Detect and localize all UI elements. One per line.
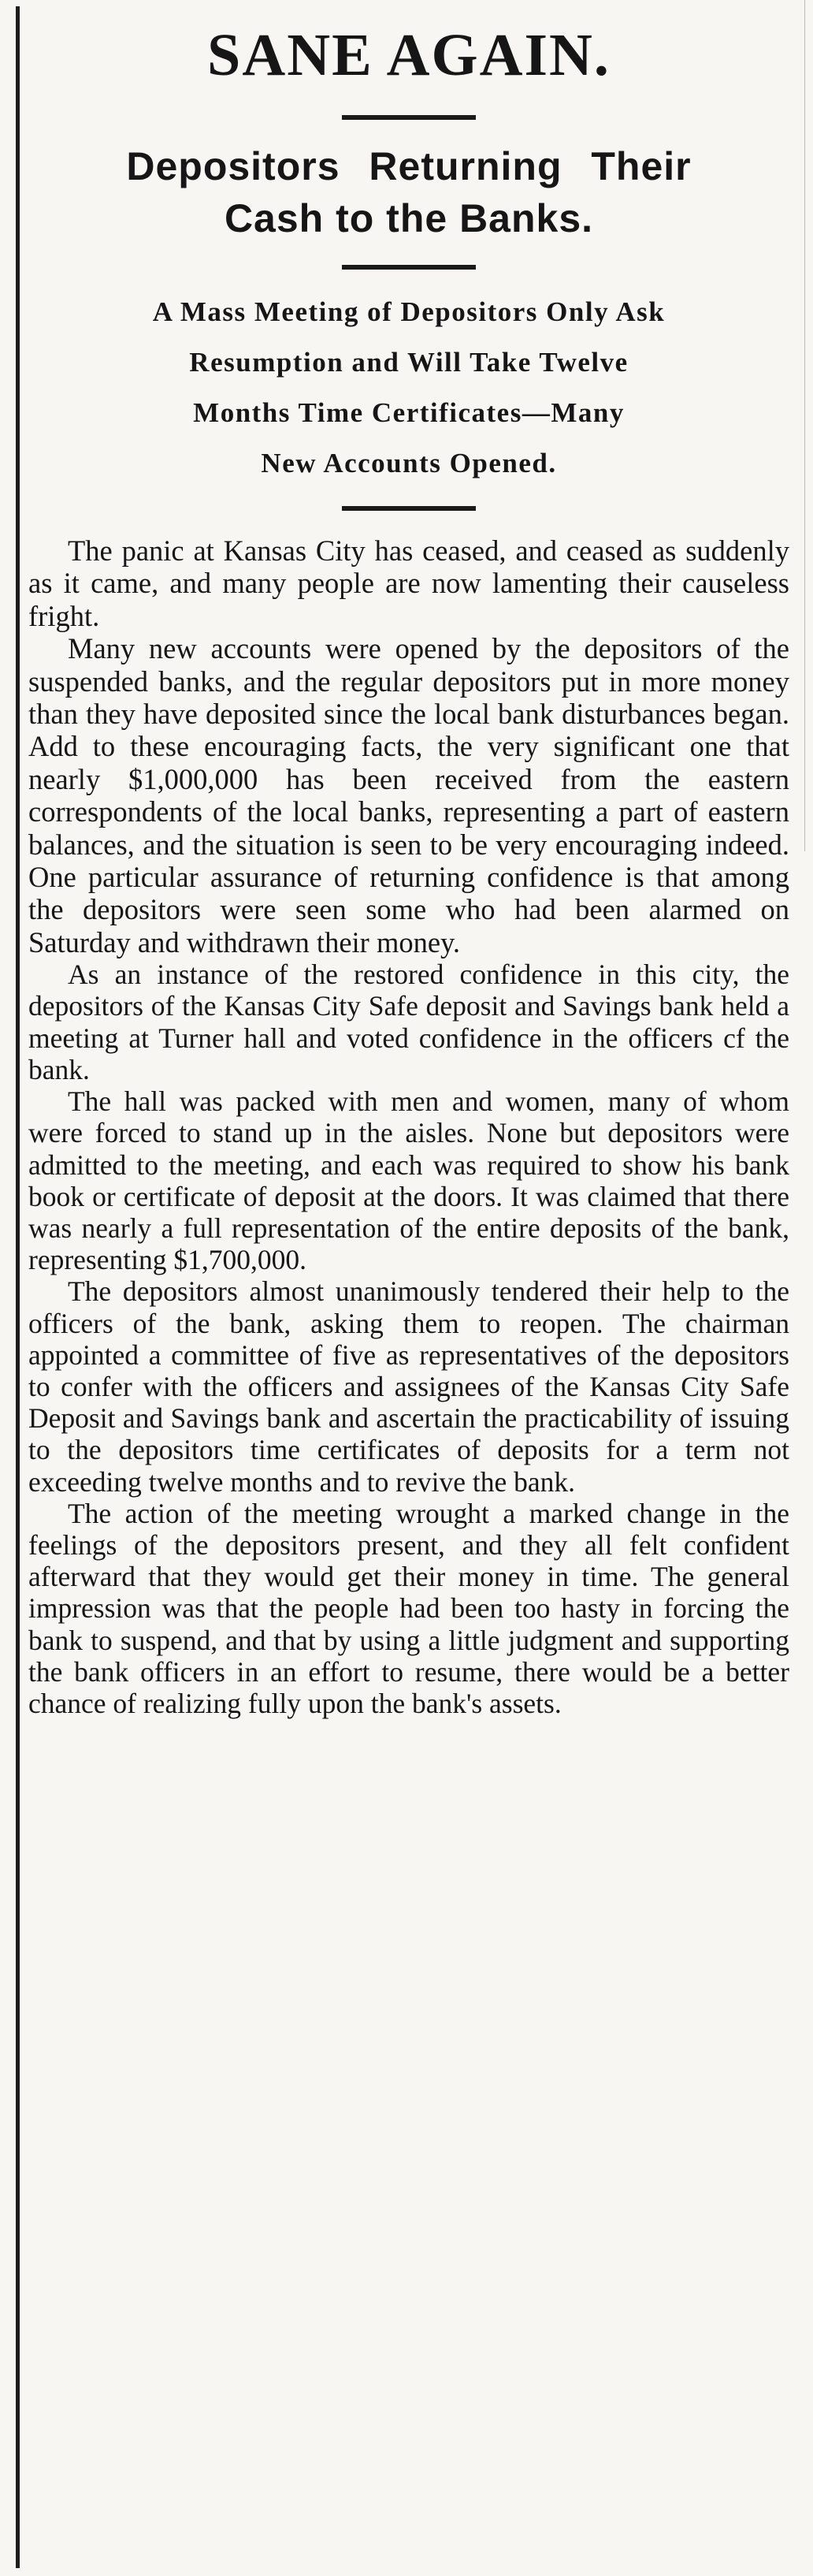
sub-deck-line: A Mass Meeting of Depositors Only Ask: [152, 296, 666, 327]
body-paragraph: The depositors almost unanimously tendered their help to the officers of the bank, asking them to reopen. The chairman appointed a committee of five as representatives of the depositors to confer with the officers and assignees of the Kansas City Safe Deposit and Savings bank and ascertain the practicability of issuing to the depositors time certificates of deposits for a term not exceeding twelve months and to revive the bank.: [28, 1275, 789, 1498]
sub-deck-line: Resumption and Will Take Twelve: [189, 347, 629, 378]
headline-divider: [342, 115, 476, 120]
article-body: [28, 534, 789, 1719]
sub-deck-line: New Accounts Opened.: [261, 448, 557, 478]
body-paragraph: The action of the meeting wrought a marked change in the feelings of the depositors present, and they all felt confident afterward that they would get their money in time. The general impression was that the people had been too hasty in forcing the bank to suspend, and that by using a little judgment and supporting the bank officers in an effort to resume, there would be a better chance of realizing fully upon the bank's assets.: [28, 1497, 789, 1719]
column-rule-right: [804, 0, 805, 851]
headline: SANE AGAIN.: [207, 22, 611, 88]
body-paragraph: The panic at Kansas City has ceased, and ceased as suddenly as it came, and many people are now lamenting their causeless fright.: [28, 534, 789, 632]
body-divider: [342, 506, 476, 511]
main-deck-line-1: Depositors Returning Their: [126, 144, 692, 188]
article-column: [28, 0, 789, 1719]
main-deck-line-2: Cash to the Banks.: [224, 196, 594, 240]
body-paragraph: As an instance of the restored confidence in this city, the depositors of the Kansas City Safe deposit and Savings bank held a meeting at Turner hall and voted confidence in the officers cf the bank.: [28, 959, 789, 1085]
deck-divider: [342, 265, 476, 270]
body-paragraph: Many new accounts were opened by the depositors of the suspended banks, and the regular depositors put in more money than they have deposited since the local bank disturbances began. Add to these encouraging facts, the very significant one that nearly $1,000,000 has been received from the eastern correspondents of the local banks, representing a part of eastern balances, and the situation is seen to be very encouraging indeed. One particular assurance of returning confidence is that among the depositors were seen some who had been alarmed on Saturday and withdrawn their money.: [28, 632, 789, 959]
sub-deck: [28, 287, 789, 489]
body-paragraph: The hall was packed with men and women, many of whom were forced to stand up in the aisles. None but depositors were admitted to the meeting, and each was required to show his bank book or certificate of deposit at the doors. It was claimed that there was nearly a full representation of the entire deposits of the bank, representing $1,700,000.: [28, 1085, 789, 1276]
sub-deck-line: Months Time Certificates—Many: [193, 397, 625, 428]
column-rule-left: [16, 6, 20, 2568]
main-deck: [28, 140, 789, 244]
